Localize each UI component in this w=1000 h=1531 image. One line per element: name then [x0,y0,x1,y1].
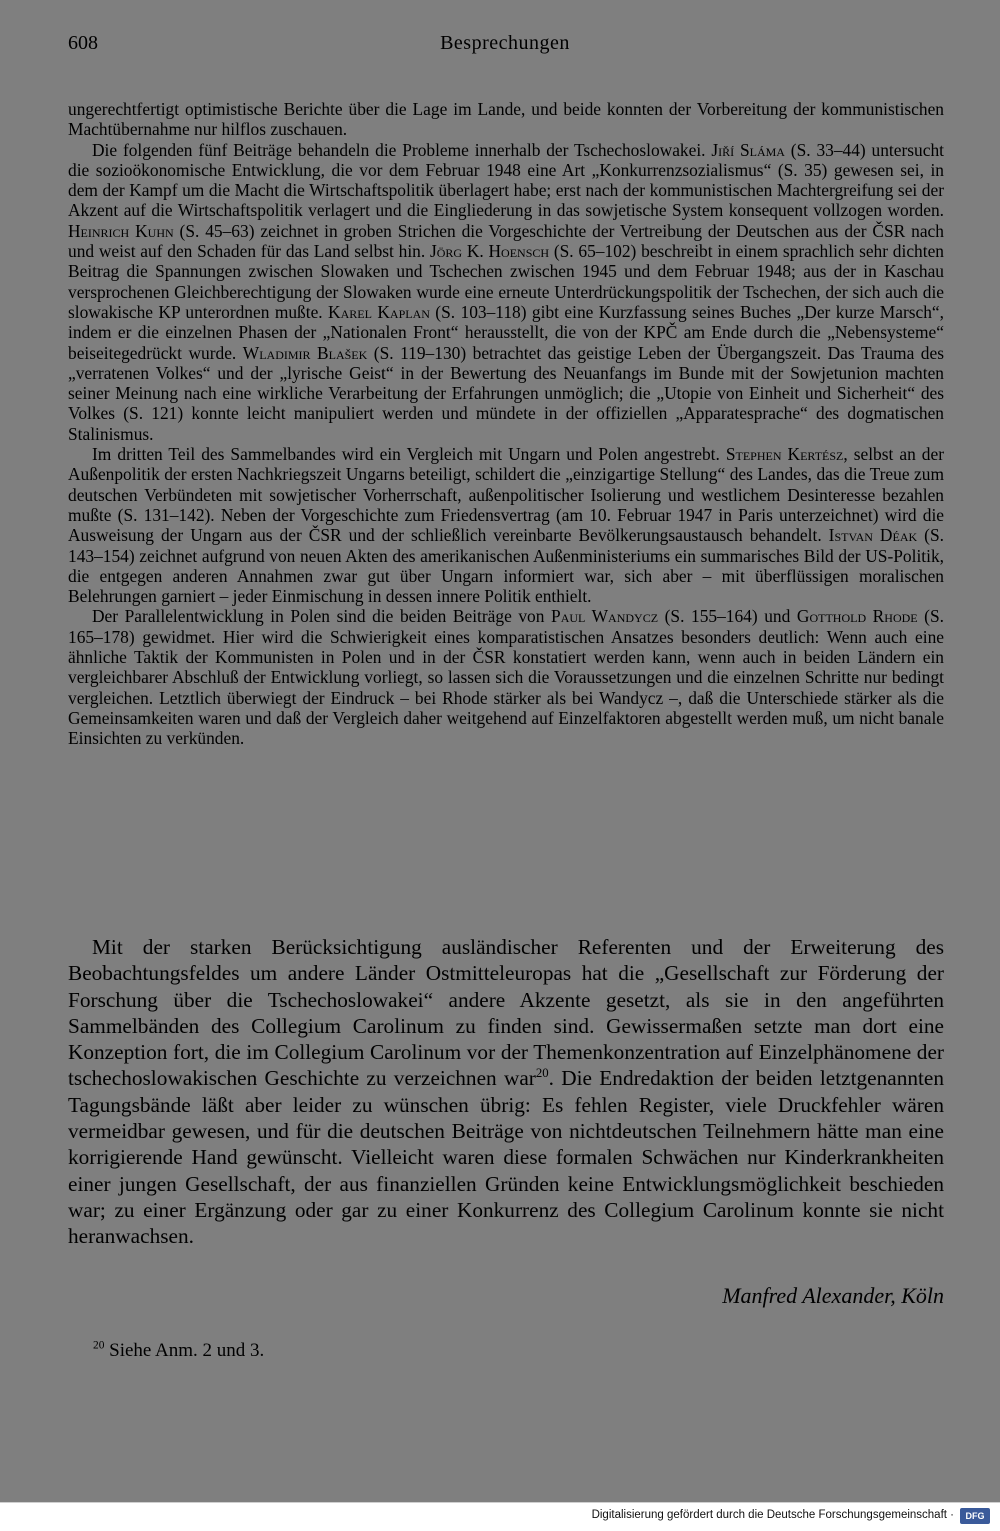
author-signature: Manfred Alexander, Köln [722,1283,944,1308]
body-paragraph [68,606,944,748]
running-head [68,32,942,62]
author-name: Jiří Sláma [711,139,785,160]
paragraph-text: (S. 45–63) zeichnet in groben Strichen die Vorgeschichte der Vertreibung der Deutschen aus der ČSR nach und weist auf den Schaden für das Land selbst hin. [68,220,944,262]
dfg-logo-icon[interactable]: DFG [960,1508,990,1524]
footnote [93,1340,264,1362]
author-name: Stephen Kertész [725,444,844,465]
author-name: Istvan Déak [828,525,918,546]
paragraph-text: (S. 103–118) gibt eine Kurzfassung seines Buches „Der kurze Marsch“, indem er die einzelnen Phasen der „Nationalen Front“ herausstellt, die von der KPČ am Ende durch die „Nebensysteme“ beiseitegedrückt wurde. [68,301,944,363]
paragraph-text: (S. 165–178) gewidmet. Hier wird die Schwierigkeit eines komparatistischen Ansatzes besonders deutlich: Wenn auch eine ähnliche Taktik der Kommunisten in Polen und in der ČSR konstatiert werden kann, wenn auch in beiden Ländern ein vergleichbarer Abschluß der Entwicklung vorliegt, so lassen sich die Voraussetzungen und die einzelnen Schritte nur bedingt vergleichen. Letztlich überwiegt der Eindruck – bei Rhode stärker als bei Wandycz –, daß die Unterschiede stärker als die Gemeinsamkeiten waren und daß der Vergleich daher weitgehend auf Einzelfaktoren abgestellt werden muß, um nicht banale Einsichten zu verkünden. [68,606,944,749]
paragraph-text: Die folgenden fünf Beiträge behandeln die Probleme innerhalb der Tschechoslowakei. [92,139,712,160]
paragraph-text: Der Parallelentwicklung in Polen sind die beiden Beiträge von [92,606,552,627]
author-name: Jörg K. Hoensch [429,241,550,262]
body-paragraph [68,444,944,606]
author-name: Karel Kaplan [328,301,430,322]
paragraph-text: (S. 143–154) zeichnet aufgrund von neuen Akten des amerikanischen Außenministeriums ein summarisches Bild der US-Politik, die entgegen anderen Annahmen zwar gut über Ungarn informiert war, sich aber – mit überflüssigen moralischen Belehrungen garniert – jeder Einmischung in dessen innere Politik enthielt. [68,525,944,607]
closing-paragraph-text-2: . Die Endredaktion der beiden letztgenannten Tagungsbände läßt aber leider zu wünschen übrig: Es fehlen Register, viele Druckfehler wären vermeidbar gewesen, und für die deutschen Beiträge von nichtdeutschen Teilnehmern hätte man eine korrigierende Hand gewünscht. Vielleicht waren diese formalen Schwächen nur Kinderkrankheiten einer jungen Gesellschaft, der aus finanziellen Gründen keine Entwicklungsmöglichkeit beschieden war; zu einer Ergänzung oder gar zu einer Konkurrenz des Collegium Carolinum konnte sie nicht heranwachsen. [68,1066,945,1249]
running-title: Besprechungen [440,32,570,54]
paragraph-text: (S. 65–102) beschreibt in einem sprachlich sehr dichten Beitrag die Spannungen zwischen Slowaken und Tschechen zwischen 1945 und dem Februar 1948; aus der in Kaschau versprochenen Gleichberechtigung der Slowaken wurde eine erneute Unterdrückungspolitik der Tschechen, der sich auch die slowakische KP unterordnen mußte. [68,241,944,322]
closing-paragraph-text-1: Mit der starken Berücksichtigung ausländischer Referenten und der Erweiterung des Beobachtungsfeldes um andere Länder Ostmitteleuropas hat die „Gesellschaft zur Förderung der Forschung über die Tschechoslowakei“ andere Akzente gesetzt, als sie in den angeführten Sammelbänden des Collegium Carolinum zu finden sind. Gewissermaßen setzte man dort eine Konzeption fort, die im Collegium Carolinum vor der Themenkonzentration auf Einzelphänomene der tschechoslowakischen Geschichte zu verzeichnen war [68,935,944,1091]
digitization-credit: Digitalisierung gefördert durch die Deutsche Forschungsgemeinschaft · [591,1509,954,1521]
paragraph-text: ungerechtfertigt optimistische Berichte über die Lage im Lande, und beide konnten der Vorbereitung der kommunistischen Machtübernahme nur hilflos zuschauen. [68,99,944,140]
footnote-number: 20 [93,1339,105,1352]
author-name: Wladimir Blašek [242,342,368,363]
body-paragraph [68,140,944,444]
author-name: Heinrich Kuhn [68,220,174,241]
digitization-footer-bar [0,1502,1000,1531]
author-name: Paul Wandycz [551,606,659,627]
paragraph-text: , selbst an der Außenpolitik der ersten Nachkriegszeit Ungarns beteiligt, schildert die „einzigartige Stellung“ des Landes, das die Treue zum deutschen Verbündeten mit sowjetischer Vorherrschaft, außenpolitischer Isolierung und westlichem Desinteresse bezahlen mußte (S. 131–142). Neben der Vorgeschichte zum Friedensvertrag (am 10. Februar 1947 in Paris unterzeichnet) wird die Ausweisung der Ungarn aus der ČSR und der schließlich vereinbarte Bevölkerungsaustausch behandelt. [68,444,945,546]
paragraph-text: (S. 33–44) untersucht die sozioökonomische Entwicklung, die vor dem Februar 1948 eine Art „Konkurrenzsozialismus“ (S. 35) gewesen sei, in dem der Kampf um die Macht die Wirtschaftspolitik überlagert habe; erst nach der kommunistischen Machtergreifung sei der Akzent auf die Wirtschaftspolitik verlagert und die Eingliederung in das sowjetische System konsequent vollzogen worden. [68,139,944,221]
review-body-large-print [68,934,944,1250]
paragraph-text: Im dritten Teil des Sammelbandes wird ein Vergleich mit Ungarn und Polen angestrebt. [92,444,726,465]
review-body-small-print [68,99,944,749]
closing-paragraph [68,934,944,1250]
paragraph-text: (S. 155–164) und [658,606,797,627]
author-name: Gotthold Rhode [796,606,918,627]
page-number: 608 [68,32,98,54]
footnote-text: Siehe Anm. 2 und 3. [104,1340,265,1361]
paragraph-text: (S. 119–130) betrachtet das geistige Leben der Übergangszeit. Das Trauma des „verratenen Volkes“ und der „lyrische Geist“ in der Bewertung des Neuanfangs im Bunde mit der Sowjetunion machten seiner Meinung nach eine wirkliche Verarbeitung der Erfahrungen unmöglich; die „Utopie von Einheit und Sicherheit“ des Volkes (S. 121) konnte leicht manipuliert werden und mündete in der offiziellen „Apparatesprache“ des dogmatischen Stalinismus. [68,342,944,444]
footnote-reference[interactable]: 20 [535,1066,549,1081]
body-paragraph [68,99,944,140]
